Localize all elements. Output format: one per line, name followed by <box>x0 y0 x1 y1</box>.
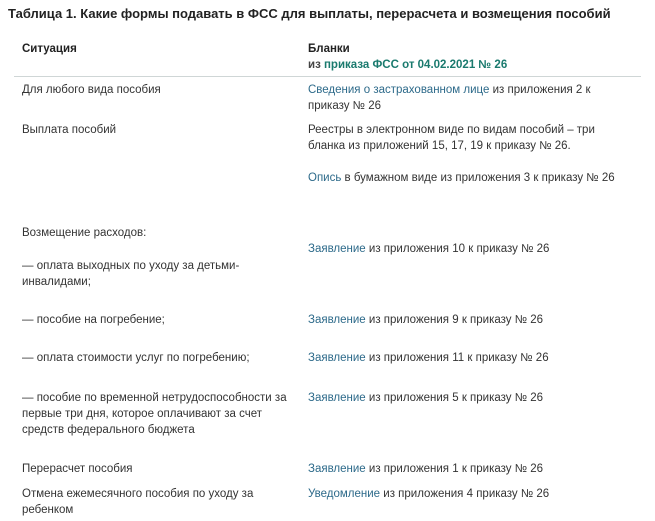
row-cancel-childcare-situation: Отмена ежемесячного пособия по уходу за ребенком <box>22 488 254 516</box>
form-source-text: из приложения 9 к приказу № 26 <box>365 314 544 326</box>
form-source-text: из приложения 1 к приказу № 26 <box>365 463 544 475</box>
form-source-text: из приложения 10 к приказу № 26 <box>365 243 550 255</box>
form-link[interactable]: Уведомление <box>308 488 381 500</box>
row-reimbursement-heading: Возмещение расходов: <box>22 227 147 239</box>
form-link[interactable]: Заявление <box>308 392 366 404</box>
column-header-forms-source <box>308 59 507 71</box>
row-funeral-benefit-forms <box>308 312 626 328</box>
row-disabled-children-forms <box>308 241 626 257</box>
column-header-forms: Бланки <box>308 43 350 55</box>
row-funeral-benefit-situation: — пособие на погребение; <box>22 314 165 326</box>
row-any-benefit-situation: Для любого вида пособия <box>22 84 161 96</box>
row-payment-situation: Выплата пособий <box>22 124 117 136</box>
row-sick-leave-situation: — пособие по временной нетрудоспособности за первые три дня, которое оплачивают за счет средств федерального бюджета <box>22 392 287 436</box>
column-header-situation: Ситуация <box>22 43 77 55</box>
header-divider <box>14 76 641 77</box>
row-cancel-childcare-forms <box>308 486 626 502</box>
row-funeral-services-forms <box>308 350 626 366</box>
table-title: Таблица 1. Какие формы подавать в ФСС для выплаты, перерасчета и возмещения пособий <box>8 6 611 21</box>
form-source-text: из приложения 2 к приказу № 26 <box>308 84 591 112</box>
form-link[interactable]: Заявление <box>308 463 366 475</box>
row-payment-inventory <box>308 170 626 186</box>
row-recalculation-situation: Перерасчет пособия <box>22 463 133 475</box>
form-source-text: из приложения 11 к приказу № 26 <box>365 352 549 364</box>
form-link[interactable]: Заявление <box>308 314 366 326</box>
form-link[interactable]: Заявление <box>308 243 366 255</box>
row-disabled-children-situation: — оплата выходных по уходу за детьми-инвалидами; <box>22 260 240 288</box>
row-sick-leave-forms <box>308 390 626 406</box>
header-source-prefix: из <box>308 59 324 71</box>
form-link[interactable]: Опись <box>308 172 342 184</box>
form-source-text: из приложения 5 к приказу № 26 <box>365 392 544 404</box>
order-link[interactable]: приказа ФСС от 04.02.2021 № 26 <box>323 59 508 71</box>
row-recalculation-forms <box>308 461 626 477</box>
form-source-text: из приложения 4 приказу № 26 <box>380 488 550 500</box>
form-source-text: в бумажном виде из приложения 3 к приказу № 26 <box>341 172 615 184</box>
form-link[interactable]: Заявление <box>308 352 366 364</box>
form-link[interactable]: Сведения о застрахованном лице <box>308 84 490 96</box>
row-any-benefit-forms <box>308 82 626 114</box>
row-payment-forms: Реестры в электронном виде по видам пособий – три бланка из приложений 15, 17, 19 к приказу № 26. <box>308 124 595 152</box>
row-funeral-services-situation: — оплата стоимости услуг по погребению; <box>22 352 250 364</box>
